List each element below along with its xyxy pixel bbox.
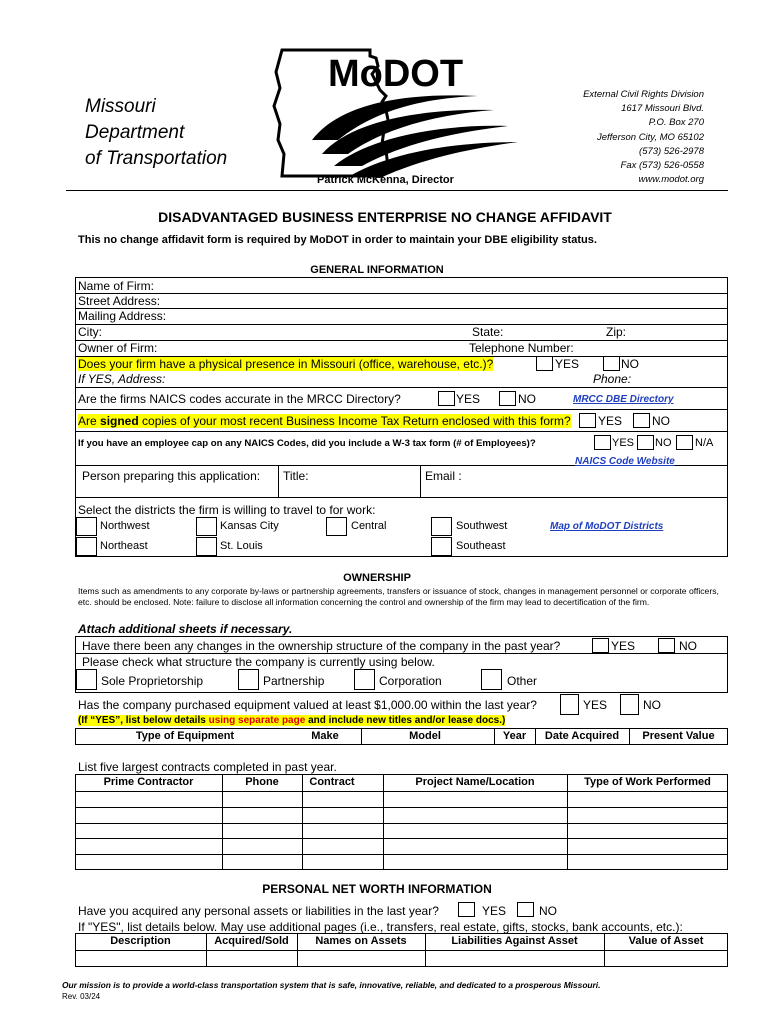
naics-yes-checkbox[interactable]	[438, 391, 455, 406]
col-date-acquired: Date Acquired	[544, 730, 620, 742]
tax-yes-checkbox[interactable]	[579, 413, 596, 428]
attach-sheets-note: Attach additional sheets if necessary.	[78, 622, 293, 636]
presence-no-label: NO	[621, 357, 639, 371]
address-line: External Civil Rights Division	[583, 89, 704, 100]
tax-q-text: Are	[78, 414, 101, 428]
changes-yes-checkbox[interactable]	[592, 638, 609, 653]
structure-label: Corporation	[379, 674, 442, 688]
district-label: Kansas City	[220, 520, 279, 532]
address-line: Jefferson City, MO 65102	[596, 131, 704, 143]
presence-yes-checkbox[interactable]	[536, 356, 553, 371]
naics-no-checkbox[interactable]	[499, 391, 516, 406]
equip-note-red: using separate page	[208, 715, 306, 726]
dept-line-1: Missouri	[85, 96, 156, 117]
dept-line-2: Department	[85, 122, 185, 143]
col-project-name: Project Name/Location	[415, 776, 535, 788]
col-value-of-asset: Value of Asset	[628, 935, 704, 947]
logo-wordmark: MoDOT	[328, 53, 464, 95]
ownership-changes-question: Have there been any changes in the ownership structure of the company in the past year?	[82, 639, 561, 653]
checkbox[interactable]	[76, 517, 97, 536]
col-description: Description	[110, 935, 171, 947]
contracts-table	[75, 774, 728, 870]
cap-no-checkbox[interactable]	[637, 435, 654, 450]
preparer-title-field[interactable]: Title:	[283, 469, 309, 483]
employee-cap-question: If you have an employee cap on any NAICS Codes, did you include a W-3 tax form (# of Employees)?	[78, 438, 536, 449]
equip-note-text: and include new titles and/or lease docs.)	[305, 715, 506, 726]
general-heading: GENERAL INFORMATION	[310, 264, 444, 276]
zip-field[interactable]: Zip:	[606, 325, 627, 339]
assets-details-instructions: If "YES", list details below. May use additional pages (i.e., transfers, real estate, gifts, stocks, bank accounts, etc.):	[78, 920, 683, 934]
equipment-note	[78, 715, 505, 726]
changes-yes-label: YES	[611, 639, 636, 653]
naics-no-label: NO	[518, 392, 536, 406]
structure-label: Other	[507, 674, 538, 688]
map-districts-link[interactable]: Map of MoDOT Districts	[550, 521, 664, 532]
equipment-no-checkbox[interactable]	[620, 694, 639, 715]
checkbox[interactable]	[431, 537, 452, 556]
mrcc-directory-link[interactable]: MRCC DBE Directory	[573, 394, 674, 405]
assets-no-checkbox[interactable]	[517, 902, 534, 917]
presence-no-checkbox[interactable]	[603, 356, 620, 371]
assets-question: Have you acquired any personal assets or liabilities in the last year?	[78, 904, 439, 918]
tax-q-signed: signed	[100, 414, 139, 428]
equipment-yes-checkbox[interactable]	[560, 694, 579, 715]
col-make: Make	[311, 730, 339, 742]
assets-yes-checkbox[interactable]	[458, 902, 475, 917]
dept-line-3: of Transportation	[85, 148, 228, 169]
cap-yes-checkbox[interactable]	[594, 435, 611, 450]
district-label: Southeast	[456, 540, 506, 552]
form-subtitle: This no change affidavit form is required by MoDOT in order to maintain your DBE eligibility status.	[78, 234, 597, 246]
ownership-note: Items such as amendments to any corporate by-laws or partnership agreements, transfers or issuance of stock, changes in management personnel or corporate officers, etc. should be enclosed. Note: failure to disclose all information concerning the control and ownership of the firm may lead to decertification of the firm.	[78, 586, 719, 607]
tax-no-checkbox[interactable]	[633, 413, 650, 428]
revision-date: Rev. 03/24	[62, 992, 101, 1001]
col-prime-contractor: Prime Contractor	[103, 776, 194, 788]
naics-code-link[interactable]: NAICS Code Website	[575, 456, 675, 467]
cap-na-label: N/A	[695, 437, 714, 449]
districts-question: Select the districts the firm is willing to travel to for work:	[78, 503, 376, 517]
state-field[interactable]: State:	[472, 325, 504, 339]
checkbox[interactable]	[76, 537, 97, 556]
assets-no-label: NO	[539, 904, 557, 918]
col-model: Model	[409, 730, 441, 742]
website-line: www.modot.org	[638, 174, 704, 186]
district-label: St. Louis	[220, 540, 263, 552]
networth-heading: PERSONAL NET WORTH INFORMATION	[262, 882, 492, 896]
district-label: Northeast	[100, 540, 148, 552]
checkbox[interactable]	[431, 517, 452, 536]
preparer-field[interactable]: Person preparing this application:	[82, 469, 261, 483]
equipment-yes-label: YES	[583, 698, 608, 712]
mailing-address-field[interactable]: Mailing Address:	[78, 309, 167, 323]
col-phone: Phone	[245, 776, 279, 788]
col-year: Year	[502, 730, 527, 742]
contact-address	[583, 88, 704, 187]
checkbox[interactable]	[238, 669, 259, 690]
ownership-heading: OWNERSHIP	[343, 572, 411, 584]
col-type-of-equipment: Type of Equipment	[135, 730, 235, 742]
modot-logo	[268, 44, 560, 188]
city-field[interactable]: City:	[78, 325, 102, 339]
cap-no-label: NO	[655, 437, 672, 449]
checkbox[interactable]	[76, 669, 97, 690]
changes-no-label: NO	[679, 639, 697, 653]
col-acquired-sold: Acquired/Sold	[214, 935, 289, 947]
structure-label: Partnership	[263, 674, 325, 688]
structure-question: Please check what structure the company is currently using below.	[82, 655, 435, 669]
header-rule	[66, 190, 728, 191]
form-title: DISADVANTAGED BUSINESS ENTERPRISE NO CHANGE AFFIDAVIT	[158, 209, 612, 225]
preparer-email-field[interactable]: Email :	[425, 469, 462, 483]
presence-phone-field[interactable]: Phone:	[593, 372, 632, 386]
naics-yes-label: YES	[456, 392, 481, 406]
fax-line: Fax (573) 526-0558	[620, 160, 704, 172]
equip-note-text: (If “YES”, list below details	[78, 715, 209, 726]
address-line: 1617 Missouri Blvd.	[621, 103, 704, 115]
presence-yes-label: YES	[555, 357, 580, 371]
street-address-field[interactable]: Street Address:	[78, 294, 161, 308]
tax-no-label: NO	[652, 414, 670, 428]
checkbox[interactable]	[196, 517, 217, 536]
tax-q-text: copies of your most recent Business Income Tax Return enclosed with this form?	[138, 414, 571, 428]
col-contract: Contract	[309, 776, 355, 788]
tax-return-question	[78, 414, 571, 428]
equipment-no-label: NO	[643, 698, 661, 712]
district-label: Southwest	[456, 520, 508, 532]
department-name	[85, 94, 227, 172]
col-type-of-work: Type of Work Performed	[584, 776, 711, 788]
firm-name-field[interactable]: Name of Firm:	[78, 279, 155, 293]
cap-na-checkbox[interactable]	[676, 435, 693, 450]
col-present-value: Present Value	[642, 730, 715, 742]
presence-question: Does your firm have a physical presence in Missouri (office, warehouse, etc.)?	[78, 357, 494, 371]
contracts-question: List five largest contracts completed in past year.	[78, 760, 337, 774]
director-name: Patrick McKenna, Director	[317, 174, 454, 186]
structure-label: Sole Proprietorship	[101, 674, 204, 688]
district-label: Central	[351, 520, 387, 532]
owner-field[interactable]: Owner of Firm:	[78, 341, 158, 355]
checkbox[interactable]	[481, 669, 502, 690]
col-names-on-assets: Names on Assets	[315, 935, 407, 947]
checkbox[interactable]	[326, 517, 347, 536]
cap-yes-label: YES	[612, 437, 635, 449]
changes-no-checkbox[interactable]	[658, 638, 675, 653]
address-line: P.O. Box 270	[648, 117, 704, 129]
tax-yes-label: YES	[598, 414, 623, 428]
mission-statement: Our mission is to provide a world-class transportation system that is safe, innovative, reliable, and dedicated to a prosperous Missouri.	[62, 980, 601, 990]
col-liabilities: Liabilities Against Asset	[451, 935, 578, 947]
naics-question: Are the firms NAICS codes accurate in the MRCC Directory?	[78, 392, 401, 406]
equipment-question: Has the company purchased equipment valued at least $1,000.00 within the last year?	[78, 698, 537, 712]
telephone-field[interactable]: Telephone Number:	[469, 341, 574, 355]
assets-yes-label: YES	[482, 904, 507, 918]
if-yes-address-field[interactable]: If YES, Address:	[78, 372, 166, 386]
phone-line: (573) 526-2978	[639, 145, 704, 157]
checkbox[interactable]	[354, 669, 375, 690]
checkbox[interactable]	[196, 537, 217, 556]
district-label: Northwest	[100, 520, 150, 532]
